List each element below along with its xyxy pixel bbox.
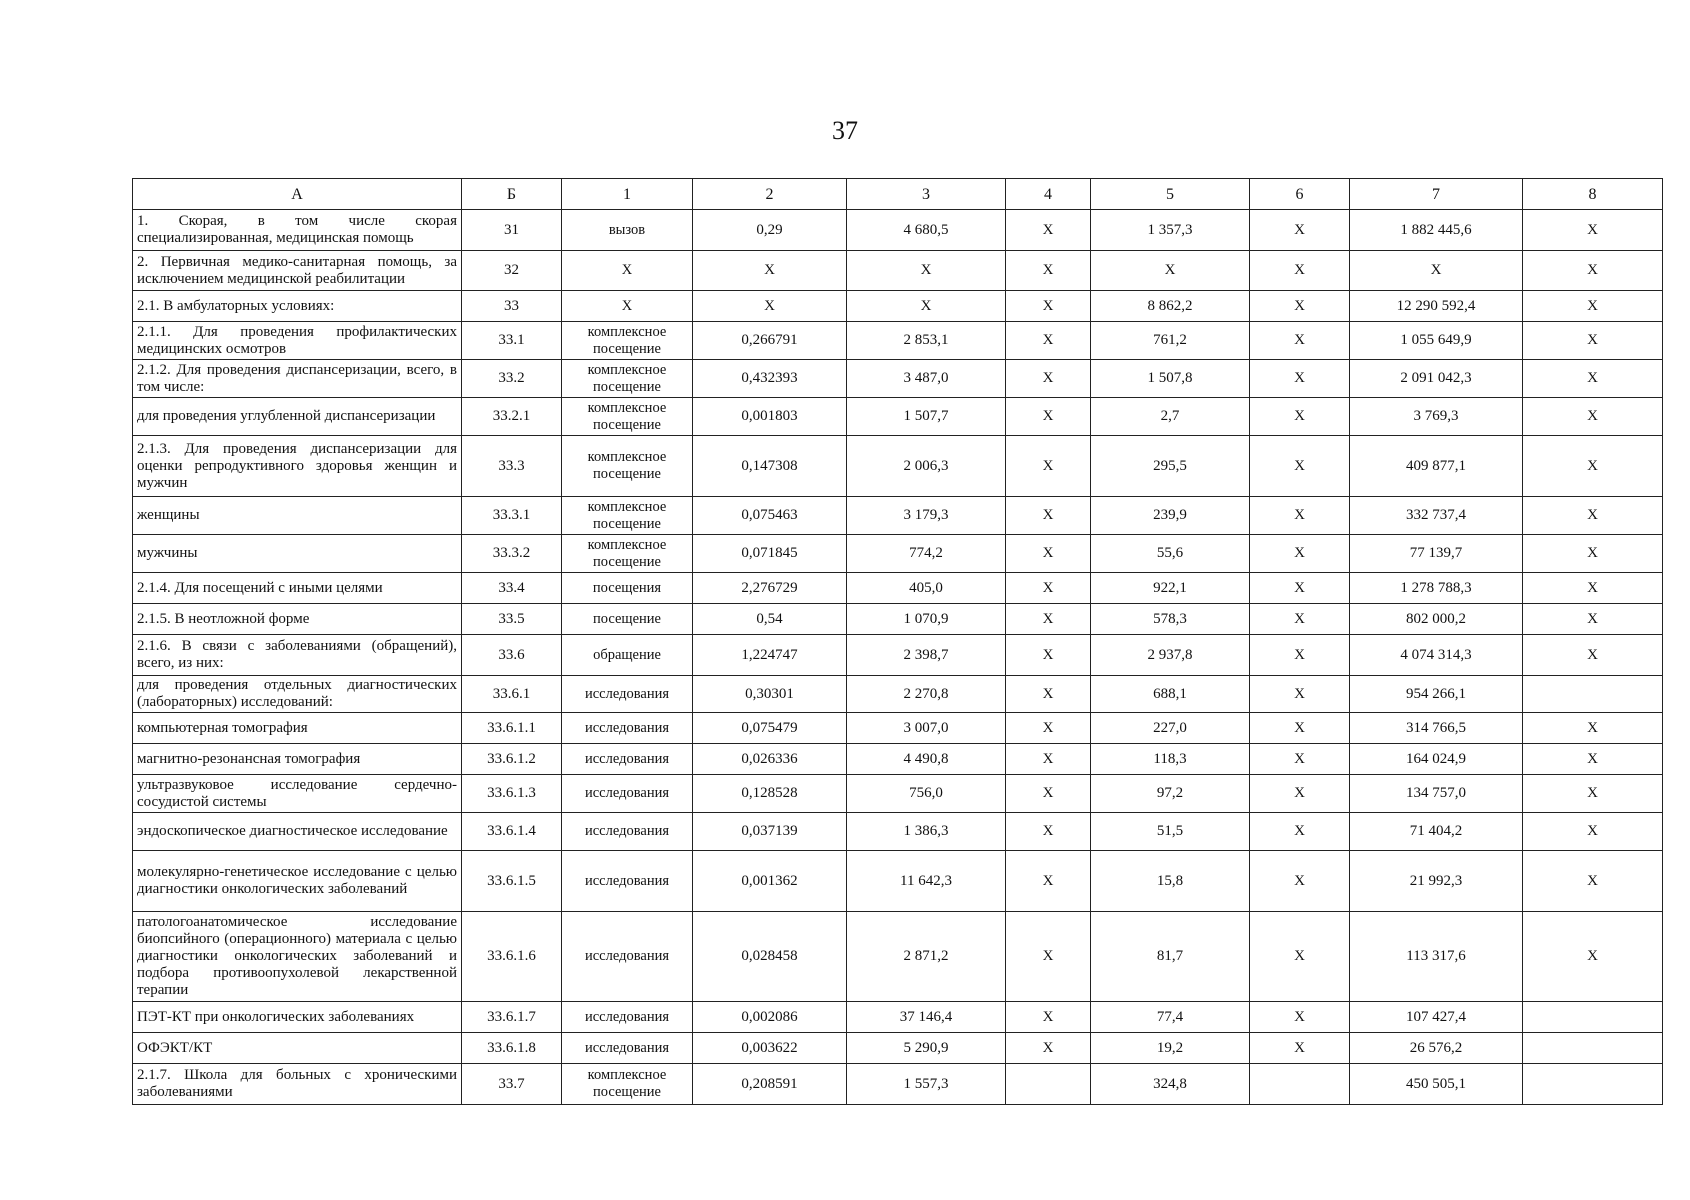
- row-col-7: 1 055 649,9: [1350, 322, 1523, 360]
- row-code: 33.7: [462, 1064, 562, 1105]
- row-code: 33.2: [462, 360, 562, 398]
- row-col-4: Х: [1006, 775, 1091, 813]
- row-col-6: Х: [1250, 535, 1350, 573]
- row-label: молекулярно-генетическое исследование с целью диагностики онкологических заболеваний: [133, 851, 462, 912]
- row-unit: посещения: [562, 573, 693, 604]
- row-unit: исследования: [562, 912, 693, 1002]
- row-col-4: Х: [1006, 713, 1091, 744]
- header-cell: Б: [462, 179, 562, 210]
- row-code: 33: [462, 291, 562, 322]
- row-col-7: 314 766,5: [1350, 713, 1523, 744]
- row-col-4: Х: [1006, 604, 1091, 635]
- row-col-2: 0,54: [693, 604, 847, 635]
- row-col-4: Х: [1006, 676, 1091, 713]
- row-col-2: 0,026336: [693, 744, 847, 775]
- row-col-5: 227,0: [1091, 713, 1250, 744]
- row-col-4: Х: [1006, 1033, 1091, 1064]
- table-row: [133, 813, 1663, 851]
- row-col-6: Х: [1250, 573, 1350, 604]
- row-col-5: 2 937,8: [1091, 635, 1250, 676]
- row-col-7: 450 505,1: [1350, 1064, 1523, 1105]
- row-label: 2.1.4. Для посещений с иными целями: [133, 573, 462, 604]
- row-col-3: 2 871,2: [847, 912, 1006, 1002]
- row-col-3: 4 680,5: [847, 210, 1006, 251]
- row-col-7: 77 139,7: [1350, 535, 1523, 573]
- row-col-8: Х: [1523, 604, 1663, 635]
- row-col-7: 107 427,4: [1350, 1002, 1523, 1033]
- row-col-5: 761,2: [1091, 322, 1250, 360]
- row-col-6: Х: [1250, 604, 1350, 635]
- row-label: мужчины: [133, 535, 462, 573]
- table-row: [133, 635, 1663, 676]
- row-label: для проведения углубленной диспансеризации: [133, 398, 462, 436]
- row-label: эндоскопическое диагностическое исследование: [133, 813, 462, 851]
- header-cell: 4: [1006, 179, 1091, 210]
- table-row: [133, 851, 1663, 912]
- row-col-8: Х: [1523, 912, 1663, 1002]
- row-col-6: Х: [1250, 398, 1350, 436]
- row-col-5: 97,2: [1091, 775, 1250, 813]
- row-unit: комплексное посещение: [562, 360, 693, 398]
- row-col-3: 1 070,9: [847, 604, 1006, 635]
- row-col-4: Х: [1006, 635, 1091, 676]
- row-col-8: Х: [1523, 851, 1663, 912]
- row-col-3: 405,0: [847, 573, 1006, 604]
- row-unit: исследования: [562, 676, 693, 713]
- row-col-7: 802 000,2: [1350, 604, 1523, 635]
- row-code: 33.6.1.3: [462, 775, 562, 813]
- row-col-6: Х: [1250, 360, 1350, 398]
- row-col-3: 3 487,0: [847, 360, 1006, 398]
- row-col-5: 77,4: [1091, 1002, 1250, 1033]
- row-col-2: Х: [693, 251, 847, 291]
- row-code: 33.6.1.6: [462, 912, 562, 1002]
- row-col-3: 11 642,3: [847, 851, 1006, 912]
- table-row: [133, 573, 1663, 604]
- row-col-6: Х: [1250, 713, 1350, 744]
- row-code: 33.6.1.2: [462, 744, 562, 775]
- row-col-4: Х: [1006, 210, 1091, 251]
- row-col-6: Х: [1250, 1033, 1350, 1064]
- data-table: [132, 178, 1663, 1105]
- row-code: 33.2.1: [462, 398, 562, 436]
- row-code: 33.6.1: [462, 676, 562, 713]
- row-col-8: Х: [1523, 535, 1663, 573]
- table-row: [133, 398, 1663, 436]
- row-code: 33.6.1.5: [462, 851, 562, 912]
- row-col-3: 2 270,8: [847, 676, 1006, 713]
- row-code: 33.6.1.1: [462, 713, 562, 744]
- row-unit: комплексное посещение: [562, 436, 693, 497]
- row-col-8: Х: [1523, 713, 1663, 744]
- row-col-4: Х: [1006, 851, 1091, 912]
- row-col-2: 0,147308: [693, 436, 847, 497]
- row-label: 2.1.2. Для проведения диспансеризации, всего, в том числе:: [133, 360, 462, 398]
- row-unit: комплексное посещение: [562, 535, 693, 573]
- row-col-4: Х: [1006, 497, 1091, 535]
- page-number: 37: [832, 116, 858, 145]
- row-col-2: 0,002086: [693, 1002, 847, 1033]
- row-col-2: 0,30301: [693, 676, 847, 713]
- row-unit: исследования: [562, 744, 693, 775]
- row-unit: посещение: [562, 604, 693, 635]
- row-col-5: 51,5: [1091, 813, 1250, 851]
- row-col-6: Х: [1250, 210, 1350, 251]
- row-label: ПЭТ-КТ при онкологических заболеваниях: [133, 1002, 462, 1033]
- header-cell: 3: [847, 179, 1006, 210]
- row-label: 1. Скорая, в том числе скорая специализированная, медицинская помощь: [133, 210, 462, 251]
- table-row: [133, 436, 1663, 497]
- row-col-6: Х: [1250, 251, 1350, 291]
- row-col-8: Х: [1523, 251, 1663, 291]
- row-col-6: Х: [1250, 497, 1350, 535]
- row-col-2: Х: [693, 291, 847, 322]
- row-col-7: 3 769,3: [1350, 398, 1523, 436]
- row-col-8: Х: [1523, 635, 1663, 676]
- row-col-6: Х: [1250, 676, 1350, 713]
- row-col-4: [1006, 1064, 1091, 1105]
- row-col-7: 2 091 042,3: [1350, 360, 1523, 398]
- row-col-3: 5 290,9: [847, 1033, 1006, 1064]
- table-row: [133, 1002, 1663, 1033]
- row-col-4: Х: [1006, 813, 1091, 851]
- row-unit: Х: [562, 251, 693, 291]
- row-label: компьютерная томография: [133, 713, 462, 744]
- row-col-2: 0,003622: [693, 1033, 847, 1064]
- row-col-4: Х: [1006, 535, 1091, 573]
- row-col-6: Х: [1250, 813, 1350, 851]
- row-col-6: Х: [1250, 744, 1350, 775]
- row-col-5: 578,3: [1091, 604, 1250, 635]
- header-cell: 1: [562, 179, 693, 210]
- row-code: 33.1: [462, 322, 562, 360]
- row-col-6: Х: [1250, 322, 1350, 360]
- row-label: 2.1. В амбулаторных условиях:: [133, 291, 462, 322]
- row-col-4: Х: [1006, 360, 1091, 398]
- row-col-6: Х: [1250, 1002, 1350, 1033]
- header-cell: 5: [1091, 179, 1250, 210]
- header-cell: 8: [1523, 179, 1663, 210]
- row-col-8: Х: [1523, 436, 1663, 497]
- row-col-5: 295,5: [1091, 436, 1250, 497]
- row-col-5: 19,2: [1091, 1033, 1250, 1064]
- table-row: [133, 713, 1663, 744]
- row-col-2: 0,075463: [693, 497, 847, 535]
- row-col-3: 3 179,3: [847, 497, 1006, 535]
- row-col-4: Х: [1006, 1002, 1091, 1033]
- row-col-2: 0,075479: [693, 713, 847, 744]
- row-col-3: 2 006,3: [847, 436, 1006, 497]
- row-col-2: 0,037139: [693, 813, 847, 851]
- row-col-5: 118,3: [1091, 744, 1250, 775]
- row-col-3: 4 490,8: [847, 744, 1006, 775]
- row-col-8: Х: [1523, 497, 1663, 535]
- table-row: [133, 322, 1663, 360]
- row-unit: исследования: [562, 775, 693, 813]
- row-unit: обращение: [562, 635, 693, 676]
- row-col-3: 1 386,3: [847, 813, 1006, 851]
- row-col-7: 26 576,2: [1350, 1033, 1523, 1064]
- row-label: магнитно-резонансная томография: [133, 744, 462, 775]
- row-col-7: Х: [1350, 251, 1523, 291]
- row-col-8: [1523, 676, 1663, 713]
- row-col-4: Х: [1006, 912, 1091, 1002]
- row-col-8: [1523, 1002, 1663, 1033]
- row-col-4: Х: [1006, 291, 1091, 322]
- row-col-8: Х: [1523, 775, 1663, 813]
- header-cell: 6: [1250, 179, 1350, 210]
- table-row: [133, 535, 1663, 573]
- row-unit: исследования: [562, 851, 693, 912]
- row-col-4: Х: [1006, 436, 1091, 497]
- row-col-2: 0,071845: [693, 535, 847, 573]
- row-code: 33.6.1.7: [462, 1002, 562, 1033]
- row-col-3: 1 507,7: [847, 398, 1006, 436]
- row-col-5: 15,8: [1091, 851, 1250, 912]
- row-col-3: 37 146,4: [847, 1002, 1006, 1033]
- row-col-7: 21 992,3: [1350, 851, 1523, 912]
- row-label: 2. Первичная медико-санитарная помощь, за исключением медицинской реабилитации: [133, 251, 462, 291]
- row-col-7: 409 877,1: [1350, 436, 1523, 497]
- row-col-4: Х: [1006, 573, 1091, 604]
- row-unit: комплексное посещение: [562, 497, 693, 535]
- row-col-8: [1523, 1033, 1663, 1064]
- row-col-5: 688,1: [1091, 676, 1250, 713]
- table-row: [133, 744, 1663, 775]
- row-code: 32: [462, 251, 562, 291]
- row-col-7: 164 024,9: [1350, 744, 1523, 775]
- row-col-4: Х: [1006, 744, 1091, 775]
- row-label: ультразвуковое исследование сердечно-сосудистой системы: [133, 775, 462, 813]
- row-unit: Х: [562, 291, 693, 322]
- table-row: [133, 676, 1663, 713]
- row-col-3: 3 007,0: [847, 713, 1006, 744]
- row-col-8: Х: [1523, 744, 1663, 775]
- row-code: 33.3.1: [462, 497, 562, 535]
- table-row: [133, 291, 1663, 322]
- row-unit: комплексное посещение: [562, 1064, 693, 1105]
- row-label: 2.1.3. Для проведения диспансеризации для оценки репродуктивного здоровья женщин и мужчин: [133, 436, 462, 497]
- row-col-7: 1 278 788,3: [1350, 573, 1523, 604]
- row-col-8: Х: [1523, 322, 1663, 360]
- row-col-5: 1 507,8: [1091, 360, 1250, 398]
- row-col-8: Х: [1523, 813, 1663, 851]
- row-col-7: 71 404,2: [1350, 813, 1523, 851]
- row-col-7: 134 757,0: [1350, 775, 1523, 813]
- row-col-2: 0,432393: [693, 360, 847, 398]
- row-unit: исследования: [562, 713, 693, 744]
- table-row: [133, 912, 1663, 1002]
- row-col-7: 1 882 445,6: [1350, 210, 1523, 251]
- row-label: 2.1.1. Для проведения профилактических медицинских осмотров: [133, 322, 462, 360]
- row-col-2: 1,224747: [693, 635, 847, 676]
- row-label: 2.1.6. В связи с заболеваниями (обращений), всего, из них:: [133, 635, 462, 676]
- row-col-5: 2,7: [1091, 398, 1250, 436]
- row-col-8: Х: [1523, 398, 1663, 436]
- table-row: [133, 1064, 1663, 1105]
- row-code: 31: [462, 210, 562, 251]
- row-unit: исследования: [562, 1002, 693, 1033]
- row-col-8: [1523, 1064, 1663, 1105]
- row-col-5: 8 862,2: [1091, 291, 1250, 322]
- row-col-6: Х: [1250, 851, 1350, 912]
- row-col-3: 1 557,3: [847, 1064, 1006, 1105]
- table-row: [133, 604, 1663, 635]
- row-label: 2.1.7. Школа для больных с хроническими заболеваниями: [133, 1064, 462, 1105]
- row-unit: комплексное посещение: [562, 322, 693, 360]
- row-col-2: 0,208591: [693, 1064, 847, 1105]
- row-code: 33.5: [462, 604, 562, 635]
- row-code: 33.3.2: [462, 535, 562, 573]
- row-col-5: Х: [1091, 251, 1250, 291]
- row-col-2: 0,266791: [693, 322, 847, 360]
- row-unit: исследования: [562, 1033, 693, 1064]
- table-row: [133, 251, 1663, 291]
- row-col-8: Х: [1523, 360, 1663, 398]
- row-col-7: 4 074 314,3: [1350, 635, 1523, 676]
- row-label: патологоанатомическое исследование биопсийного (операционного) материала с целью диагностики онкологических заболеваний и подбора противоопухолевой лекарственной терапии: [133, 912, 462, 1002]
- row-label: ОФЭКТ/КТ: [133, 1033, 462, 1064]
- row-unit: вызов: [562, 210, 693, 251]
- row-col-6: Х: [1250, 775, 1350, 813]
- row-col-7: 954 266,1: [1350, 676, 1523, 713]
- header-cell: А: [133, 179, 462, 210]
- row-col-2: 0,128528: [693, 775, 847, 813]
- row-col-6: Х: [1250, 436, 1350, 497]
- row-col-4: Х: [1006, 322, 1091, 360]
- row-col-7: 113 317,6: [1350, 912, 1523, 1002]
- table-row: [133, 360, 1663, 398]
- row-col-3: 756,0: [847, 775, 1006, 813]
- row-label: женщины: [133, 497, 462, 535]
- row-col-6: Х: [1250, 635, 1350, 676]
- row-col-5: 239,9: [1091, 497, 1250, 535]
- row-col-5: 55,6: [1091, 535, 1250, 573]
- table-row: [133, 775, 1663, 813]
- row-col-7: 12 290 592,4: [1350, 291, 1523, 322]
- row-col-2: 0,028458: [693, 912, 847, 1002]
- row-col-3: Х: [847, 251, 1006, 291]
- row-col-4: Х: [1006, 398, 1091, 436]
- row-col-2: 2,276729: [693, 573, 847, 604]
- row-code: 33.6.1.4: [462, 813, 562, 851]
- data-table-container: [132, 178, 1662, 1105]
- table-row: [133, 497, 1663, 535]
- row-col-8: Х: [1523, 573, 1663, 604]
- table-row: [133, 1033, 1663, 1064]
- row-col-8: Х: [1523, 210, 1663, 251]
- row-col-8: Х: [1523, 291, 1663, 322]
- row-code: 33.4: [462, 573, 562, 604]
- row-code: 33.6: [462, 635, 562, 676]
- row-col-5: 922,1: [1091, 573, 1250, 604]
- row-label: для проведения отдельных диагностических (лабораторных) исследований:: [133, 676, 462, 713]
- row-col-5: 81,7: [1091, 912, 1250, 1002]
- row-col-4: Х: [1006, 251, 1091, 291]
- row-col-2: 0,001803: [693, 398, 847, 436]
- row-code: 33.6.1.8: [462, 1033, 562, 1064]
- row-col-6: Х: [1250, 912, 1350, 1002]
- table-row: [133, 210, 1663, 251]
- row-unit: исследования: [562, 813, 693, 851]
- row-col-3: Х: [847, 291, 1006, 322]
- row-code: 33.3: [462, 436, 562, 497]
- row-col-6: [1250, 1064, 1350, 1105]
- header-cell: 7: [1350, 179, 1523, 210]
- row-col-5: 1 357,3: [1091, 210, 1250, 251]
- row-col-3: 2 853,1: [847, 322, 1006, 360]
- row-col-2: 0,29: [693, 210, 847, 251]
- row-col-3: 2 398,7: [847, 635, 1006, 676]
- header-cell: 2: [693, 179, 847, 210]
- row-col-6: Х: [1250, 291, 1350, 322]
- row-unit: комплексное посещение: [562, 398, 693, 436]
- row-col-5: 324,8: [1091, 1064, 1250, 1105]
- row-col-3: 774,2: [847, 535, 1006, 573]
- row-label: 2.1.5. В неотложной форме: [133, 604, 462, 635]
- row-col-7: 332 737,4: [1350, 497, 1523, 535]
- row-col-2: 0,001362: [693, 851, 847, 912]
- table-header-row: [133, 179, 1663, 210]
